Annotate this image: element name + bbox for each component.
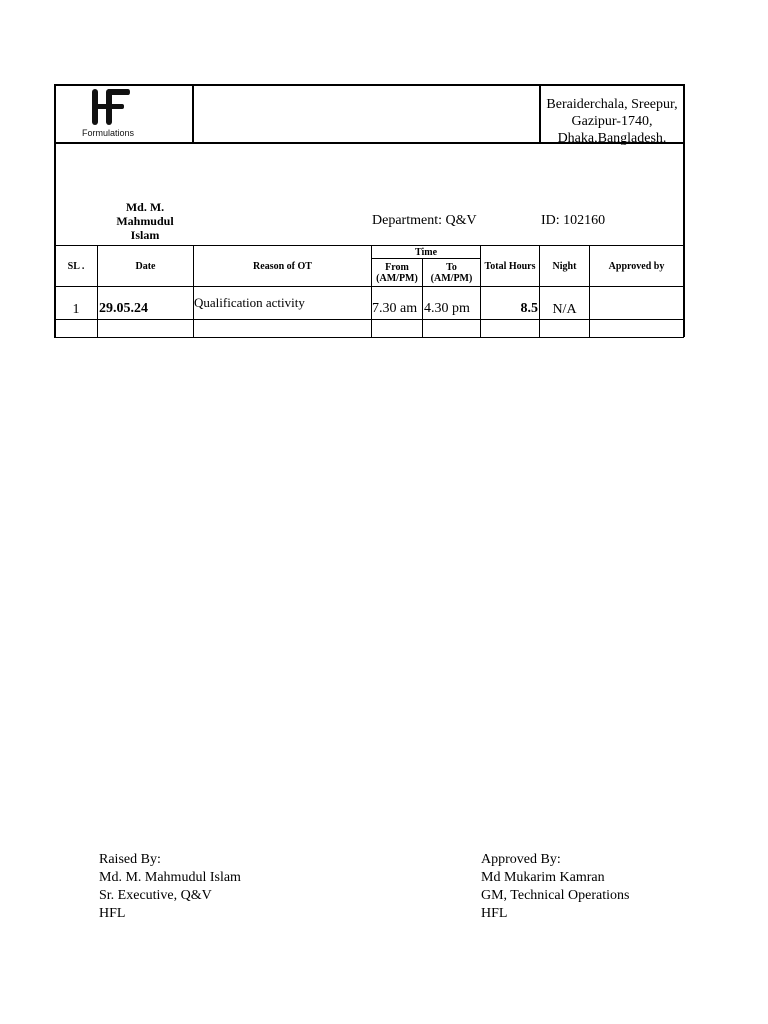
cell-reason: Qualification activity bbox=[194, 295, 305, 310]
employee-name bbox=[97, 200, 193, 242]
cell-sl: 1 bbox=[72, 301, 80, 317]
header-night: Night bbox=[552, 260, 577, 272]
header-to bbox=[423, 259, 480, 286]
raised-by-name: Md. M. Mahmudul Islam bbox=[99, 870, 241, 885]
department: Department: Q&V bbox=[372, 213, 477, 228]
raised-by-block bbox=[99, 851, 241, 923]
name-line: Mahmudul bbox=[116, 214, 174, 228]
raised-by-company: HFL bbox=[99, 906, 126, 921]
header-from bbox=[372, 259, 422, 286]
rule bbox=[192, 84, 194, 143]
address-line: Gazipur-1740, bbox=[571, 114, 653, 129]
company-logo bbox=[80, 86, 150, 140]
header-date: Date bbox=[135, 260, 156, 272]
header-to-line: To bbox=[446, 261, 457, 273]
cell-approved-by bbox=[590, 300, 683, 319]
cell-night: N/A bbox=[552, 301, 577, 317]
cell-to: 4.30 pm bbox=[424, 301, 470, 316]
header-time: Time bbox=[414, 246, 438, 258]
cell-from: 7.30 am bbox=[372, 301, 418, 316]
approved-by-title: GM, Technical Operations bbox=[481, 888, 630, 903]
header-to-line: (AM/PM) bbox=[430, 272, 473, 284]
name-line: Islam bbox=[130, 228, 160, 242]
cell-total-hours: 8.5 bbox=[520, 301, 538, 316]
header-sl: SL . bbox=[67, 260, 85, 272]
approved-by-block bbox=[481, 851, 629, 923]
address-line: Dhaka,Bangladesh. bbox=[557, 131, 667, 146]
header-reason: Reason of OT bbox=[253, 260, 312, 272]
address-line: Beraiderchala, Sreepur, bbox=[546, 97, 678, 112]
header-total-hours: Total Hours bbox=[484, 260, 536, 272]
header-from-line: From bbox=[385, 261, 409, 273]
logo-text: Formulations bbox=[82, 128, 135, 138]
employee-id: ID: 102160 bbox=[541, 213, 606, 228]
rule bbox=[683, 84, 685, 337]
cell-date: 29.05.24 bbox=[99, 301, 148, 316]
raised-by-label: Raised By: bbox=[99, 852, 161, 867]
approved-by-company: HFL bbox=[481, 906, 508, 921]
raised-by-title: Sr. Executive, Q&V bbox=[99, 888, 212, 903]
rule bbox=[54, 337, 684, 338]
company-address bbox=[541, 96, 683, 147]
hf-logo-icon bbox=[88, 87, 148, 127]
approved-by-label: Approved By: bbox=[481, 852, 561, 867]
header-from-line: (AM/PM) bbox=[376, 272, 418, 284]
approved-by-name: Md Mukarim Kamran bbox=[481, 870, 605, 885]
name-line: Md. M. bbox=[125, 200, 165, 214]
header-approved-by: Approved by bbox=[608, 260, 665, 272]
